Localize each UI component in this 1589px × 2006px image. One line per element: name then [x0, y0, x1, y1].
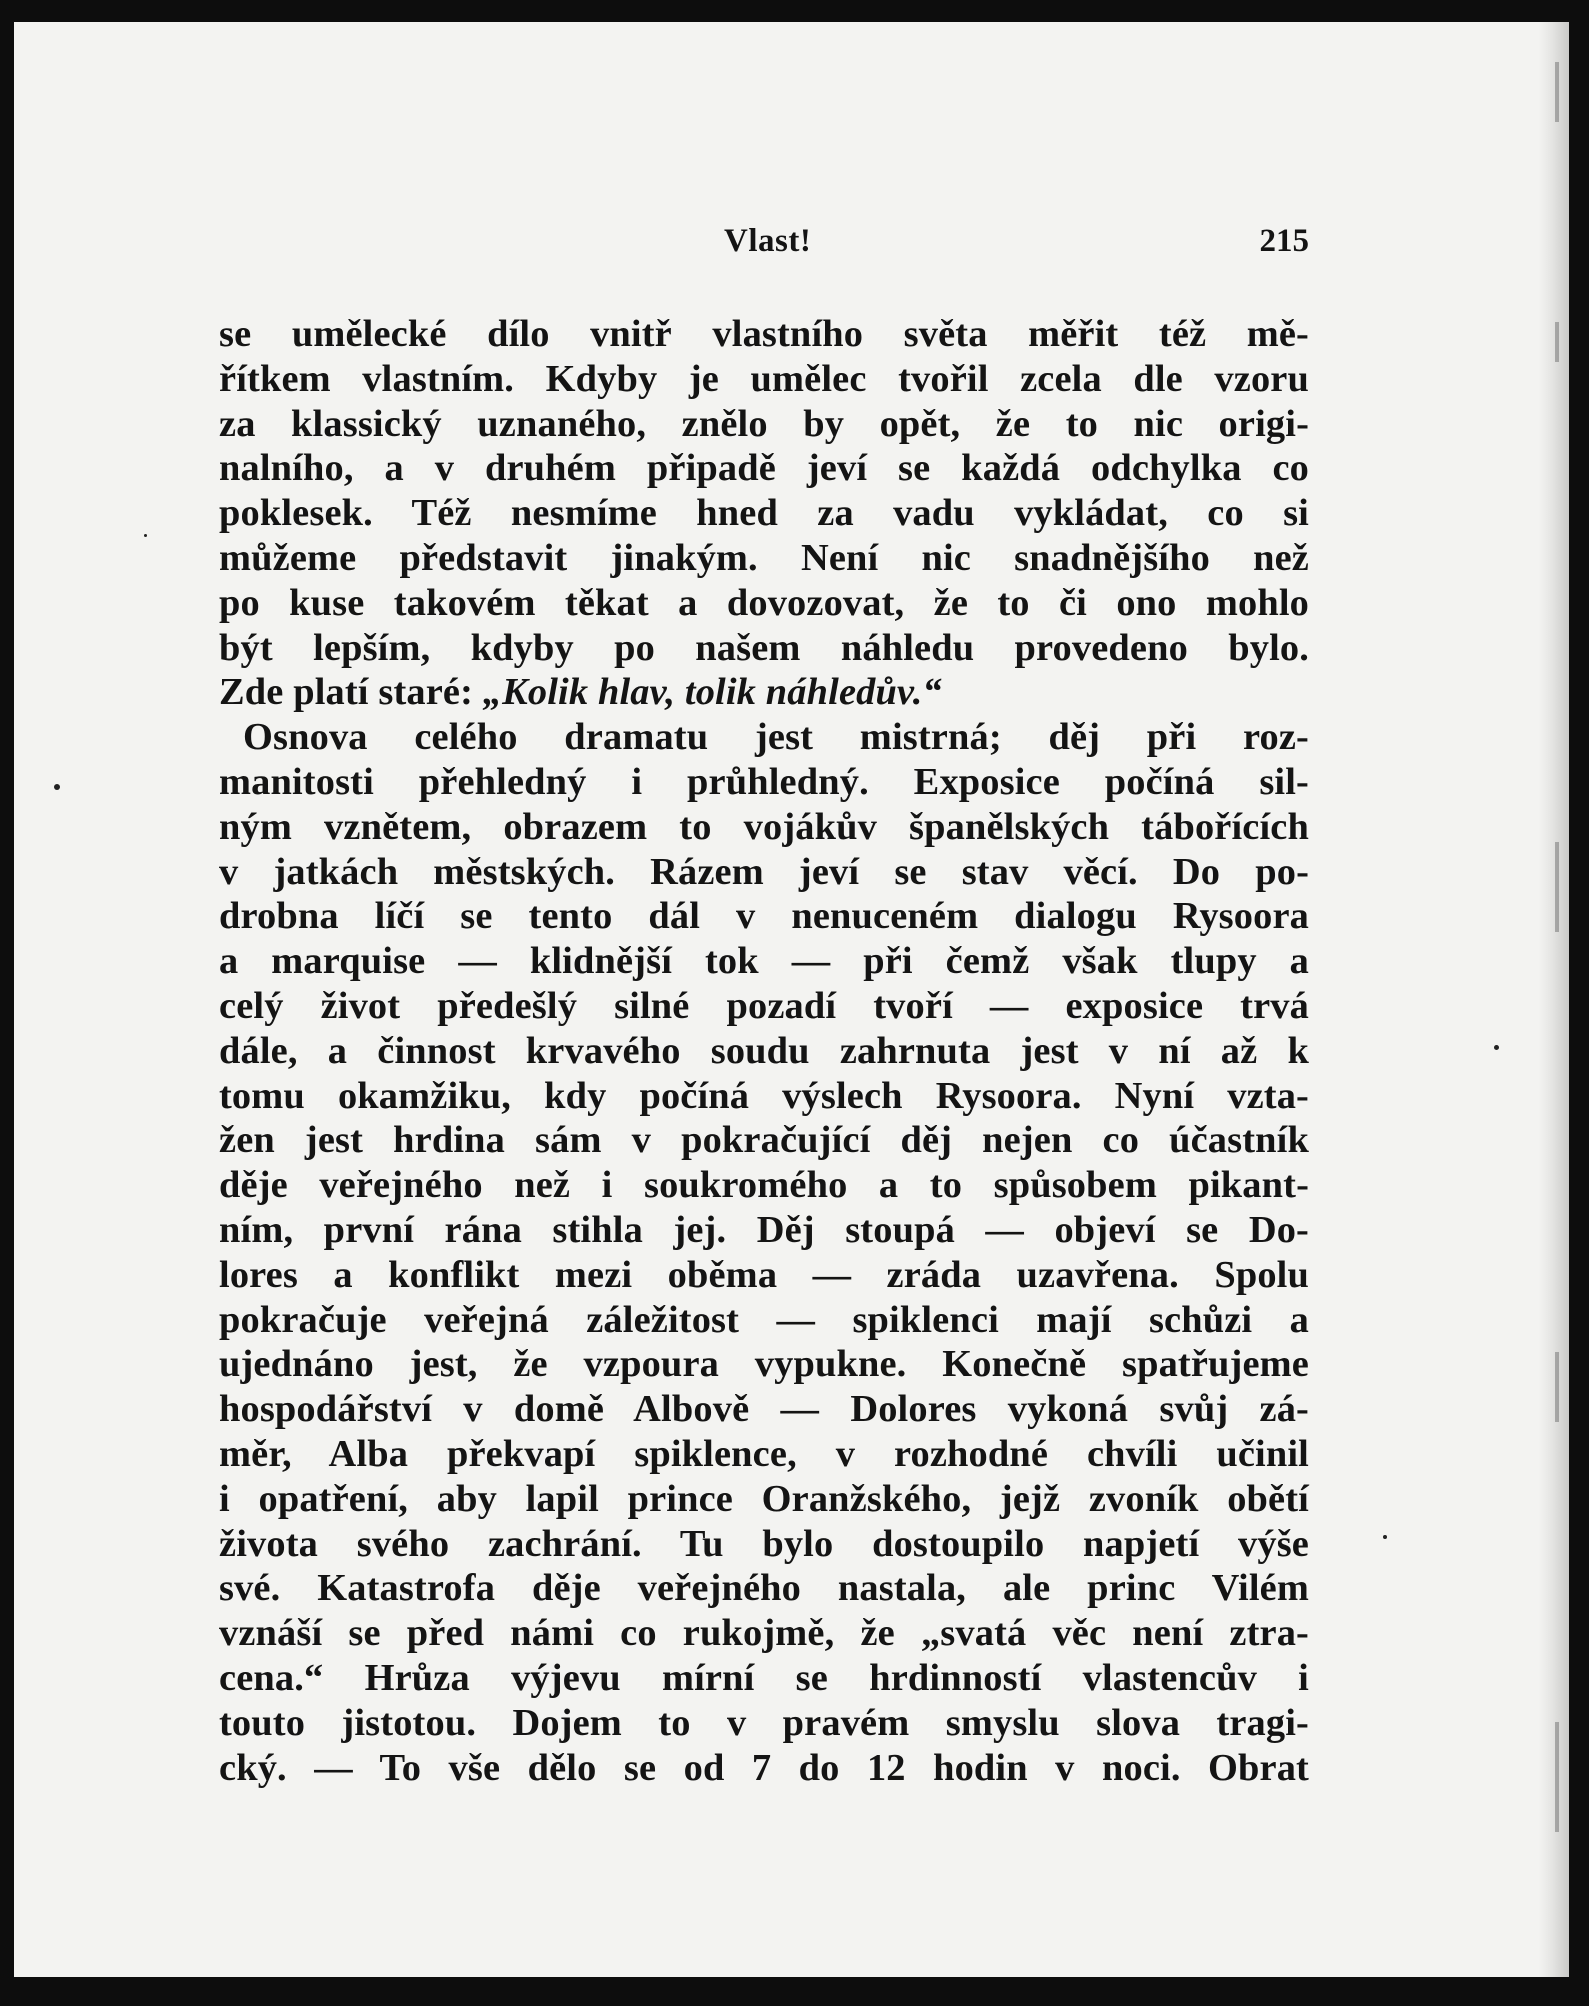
text-line: ujednáno jest, že vzpoura vypukne. Konečně spatřujeme	[219, 1343, 1309, 1386]
edge-mark	[1555, 842, 1559, 932]
text-line: cký. — To vše dělo se od 7 do 12 hodin v noci. Obrat	[219, 1746, 1309, 1789]
edge-mark	[1555, 1722, 1559, 1832]
book-page	[14, 22, 1569, 1977]
text-line: celý život předešlý silné pozadí tvoří — exposice trvá	[219, 984, 1309, 1027]
text-line: řítkem vlastním. Kdyby je umělec tvořil zcela dle vzoru	[219, 357, 1309, 400]
text-line: Osnova celého dramatu jest mistrná; děj při roz-	[243, 716, 1309, 759]
text-line: své. Katastrofa děje veřejného nastala, ale princ Vilém	[219, 1567, 1309, 1610]
text-line: měr, Alba překvapí spiklence, v rozhodné chvíli učinil	[219, 1432, 1309, 1475]
body-text	[219, 312, 1309, 1790]
scan-speck	[144, 534, 147, 537]
text-line: děje veřejného než i soukromého a to spůsobem pikant-	[219, 1164, 1309, 1207]
text-line: můžeme představit jinakým. Není nic snadnějšího než	[219, 536, 1309, 579]
quote-italic: „Kolik hlav, tolik náhledův.“	[482, 671, 942, 714]
text-line: za klassický uznaného, znělo by opět, že to nic origi-	[219, 402, 1309, 445]
text-line: cena.“ Hrůza výjevu mírní se hrdinností vlastencův i	[219, 1656, 1309, 1699]
text-line: nalního, a v druhém připadě jeví se každá odchylka co	[219, 447, 1309, 490]
page-edge-shadow	[1539, 22, 1569, 1977]
text-line: poklesek. Též nesmíme hned za vadu vykládat, co si	[219, 492, 1309, 535]
quote-line	[219, 670, 1309, 715]
quote-prefix: Zde platí staré:	[219, 671, 483, 714]
running-head: Vlast!	[724, 223, 812, 259]
text-line: dále, a činnost krvavého soudu zahrnuta jest v ní až k	[219, 1029, 1309, 1072]
edge-mark	[1555, 1352, 1559, 1422]
text-line: ným vznětem, obrazem to vojákův španělských tábořících	[219, 805, 1309, 848]
page-header	[219, 223, 1309, 267]
text-line: hospodářství v domě Albově — Dolores vykoná svůj zá-	[219, 1388, 1309, 1431]
text-line: lores a konflikt mezi oběma — zráda uzavřena. Spolu	[219, 1253, 1309, 1296]
text-line: i opatření, aby lapil prince Oranžského, jejž zvoník obětí	[219, 1477, 1309, 1520]
scan-speck	[1383, 1535, 1387, 1539]
edge-mark	[1555, 322, 1559, 362]
text-line: se umělecké dílo vnitř vlastního světa měřit též mě-	[219, 313, 1309, 355]
text-line: být lepším, kdyby po našem náhledu provedeno bylo.	[219, 626, 1309, 669]
text-line: a marquise — klidnější tok — při čemž však tlupy a	[219, 940, 1309, 983]
scan-speck	[1494, 1045, 1499, 1050]
text-line: života svého zachrání. Tu bylo dostoupilo napjetí výše	[219, 1522, 1309, 1565]
edge-mark	[1555, 62, 1559, 122]
text-line: tomu okamžiku, kdy počíná výslech Rysoora. Nyní vzta-	[219, 1074, 1309, 1117]
text-line: žen jest hrdina sám v pokračující děj nejen co účastník	[219, 1119, 1309, 1162]
text-line: ním, první rána stihla jej. Děj stoupá — objeví se Do-	[219, 1208, 1309, 1251]
text-line: drobna líčí se tento dál v nenuceném dialogu Rysoora	[219, 895, 1309, 938]
text-line: pokračuje veřejná záležitost — spiklenci mají schůzi a	[219, 1298, 1309, 1341]
text-line: po kuse takovém těkat a dovozovat, že to či ono mohlo	[219, 581, 1309, 624]
page-number: 215	[1259, 223, 1309, 259]
scan-speck	[54, 784, 60, 790]
text-line: vznáší se před námi co rukojmě, že „svatá věc není ztra-	[219, 1612, 1309, 1655]
text-line: manitosti přehledný i průhledný. Exposice počíná sil-	[219, 760, 1309, 803]
text-line: touto jistotou. Dojem to v pravém smyslu slova tragi-	[219, 1701, 1309, 1744]
text-line: v jatkách městských. Rázem jeví se stav věcí. Do po-	[219, 850, 1309, 893]
